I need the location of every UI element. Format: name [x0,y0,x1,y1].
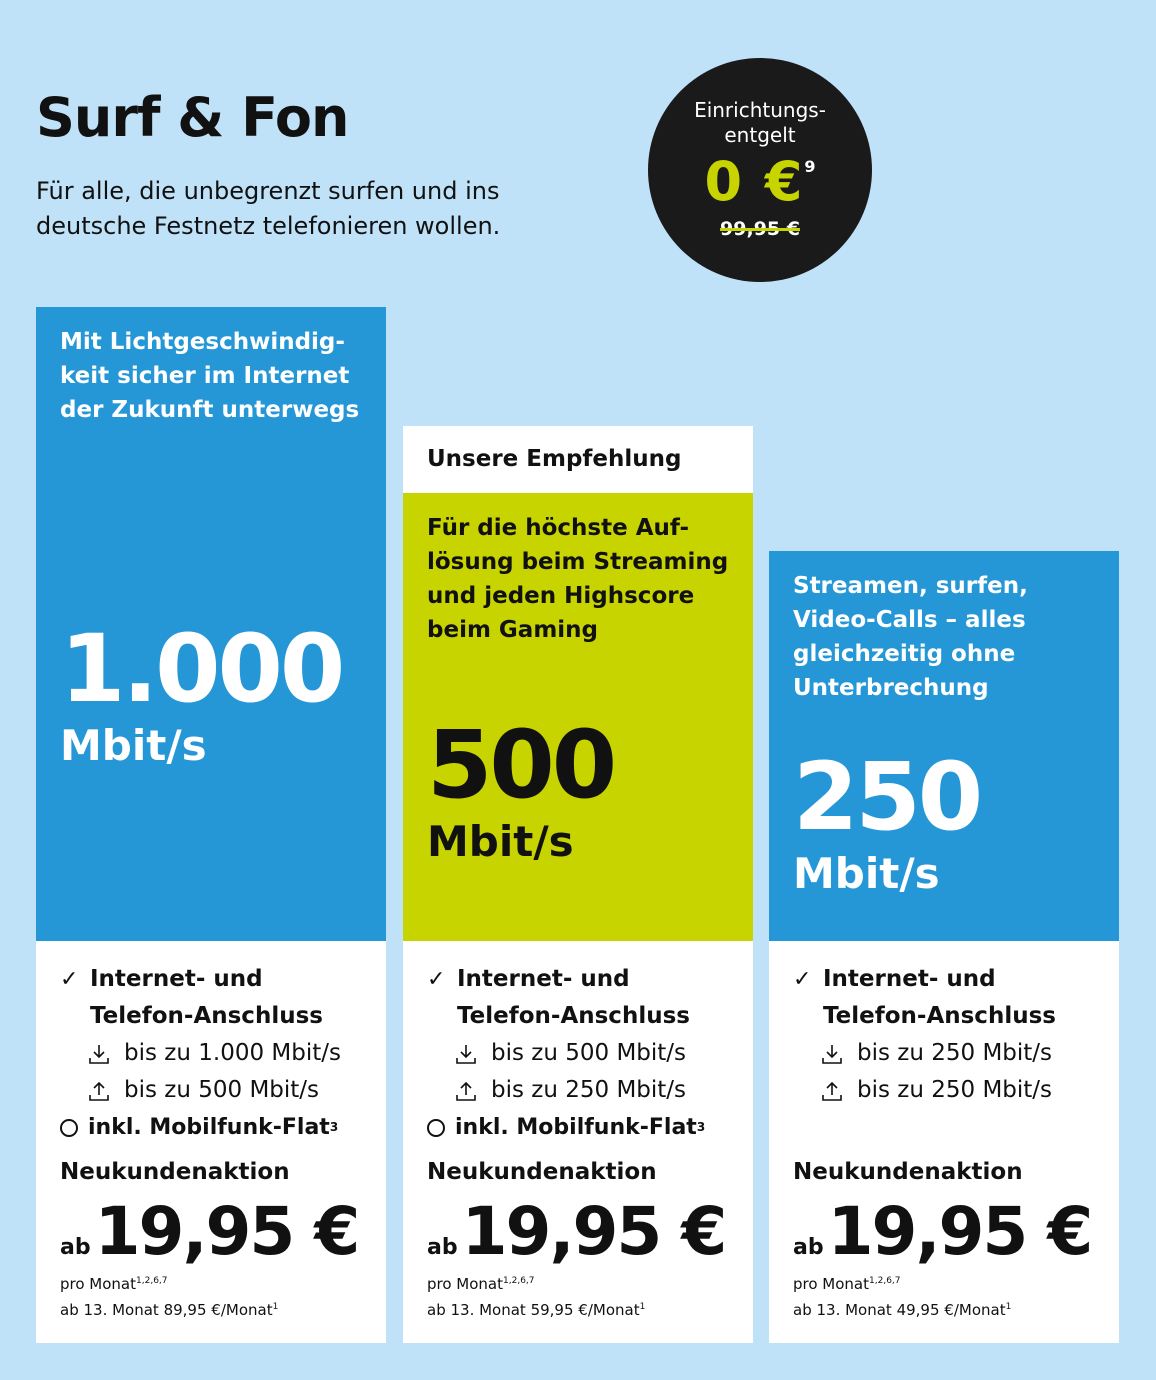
page-title: Surf & Fon [36,86,349,149]
plan-card-500[interactable] [403,426,753,1343]
mobile-flat-option[interactable]: inkl. Mobilfunk-Flat 3 [427,1109,729,1146]
price-row [60,1193,359,1270]
download-speed: bis zu 1.000 Mbit/s [60,1035,362,1072]
footnote-marker: 3 [696,1120,706,1134]
plan-speed-unit: Mbit/s [427,817,574,866]
footnote-marker: 1 [272,1302,279,1312]
setup-fee-badge [648,58,872,282]
upload-icon [821,1080,843,1102]
plan-card-header [403,493,753,941]
plan-tagline: Mit Lichtgeschwindig-keit sicher im Internet der Zukunft unterwegs [60,329,360,423]
plan-details [36,941,386,1343]
upload-icon [455,1080,477,1102]
feature-internet-phone: ✓ Internet- und Telefon-Anschluss [60,961,362,1035]
footnote-marker: 1 [1005,1302,1012,1312]
plan-details [769,941,1119,1343]
footnote-marker: 1,2,6,7 [136,1276,168,1286]
price-row [793,1193,1092,1270]
price-prefix: ab [60,1235,91,1260]
price-period: pro Monat$^{1,2,6,7}$ [60,1275,168,1293]
plan-tagline: Streamen, surfen, Video-Calls – alles gleichzeitig ohne Unterbrechung [793,573,1028,701]
price-period: pro Monat$^{1,2,6,7}$ [793,1275,901,1293]
radio-circle-icon[interactable] [60,1119,78,1137]
price-prefix: ab [793,1235,824,1260]
footnote-marker: 3 [329,1120,339,1134]
download-icon [455,1043,477,1065]
price-later: ab 13. Monat 49,95 €/Monat$^1$ [793,1301,1012,1319]
plan-price: 19,95 € [94,1193,359,1270]
plan-tagline: Für die höchste Auf-lösung beim Streaming und jeden Highscore beim Gaming [427,515,729,643]
plan-speed: 1.000 [60,615,343,724]
upload-speed: bis zu 250 Mbit/s [793,1072,1095,1109]
download-speed: bis zu 250 Mbit/s [793,1035,1095,1072]
plan-price: 19,95 € [461,1193,726,1270]
plan-speed-unit: Mbit/s [793,849,940,898]
footnote-marker: 1,2,6,7 [503,1276,535,1286]
feature-internet-phone: ✓ Internet- und Telefon-Anschluss [793,961,1095,1035]
upload-icon [88,1080,110,1102]
recommendation-label: Unsere Empfehlung [403,426,753,493]
plan-speed-unit: Mbit/s [60,721,207,770]
plan-card-header [769,551,1119,941]
download-speed: bis zu 500 Mbit/s [427,1035,729,1072]
plan-price: 19,95 € [827,1193,1092,1270]
plan-speed: 250 [793,743,981,852]
plan-details [403,941,753,1343]
promo-label: Neukundenaktion [60,1159,290,1185]
check-icon: ✓ [60,967,79,992]
page-subtitle: Für alle, die unbegrenzt surfen und ins deutsche Festnetz telefonieren wollen. [36,177,501,240]
price-later: ab 13. Monat 59,95 €/Monat$^1$ [427,1301,646,1319]
download-icon [821,1043,843,1065]
price-row [427,1193,726,1270]
price-prefix: ab [427,1235,458,1260]
plan-card-1000[interactable] [36,307,386,1343]
plan-card-header [36,307,386,941]
plan-speed: 500 [427,711,615,820]
plan-card-250[interactable] [769,551,1119,1343]
upload-speed: bis zu 500 Mbit/s [60,1072,362,1109]
setup-fee-price: 0 €$^9$ [704,150,816,213]
price-period: pro Monat$^{1,2,6,7}$ [427,1275,535,1293]
radio-circle-icon[interactable] [427,1119,445,1137]
check-icon: ✓ [793,967,812,992]
download-icon [88,1043,110,1065]
promo-label: Neukundenaktion [427,1159,657,1185]
promo-label: Neukundenaktion [793,1159,1023,1185]
feature-internet-phone: ✓ Internet- und Telefon-Anschluss [427,961,729,1035]
footnote-marker: 1,2,6,7 [869,1276,901,1286]
check-icon: ✓ [427,967,446,992]
setup-fee-old-price: 99,95 € [720,218,800,240]
setup-fee-label: Einrichtungs- entgelt [694,98,826,147]
footnote-marker: 9 [804,157,816,176]
mobile-flat-option[interactable]: inkl. Mobilfunk-Flat 3 [60,1109,362,1146]
price-later: ab 13. Monat 89,95 €/Monat$^1$ [60,1301,279,1319]
footnote-marker: 1 [639,1302,646,1312]
upload-speed: bis zu 250 Mbit/s [427,1072,729,1109]
